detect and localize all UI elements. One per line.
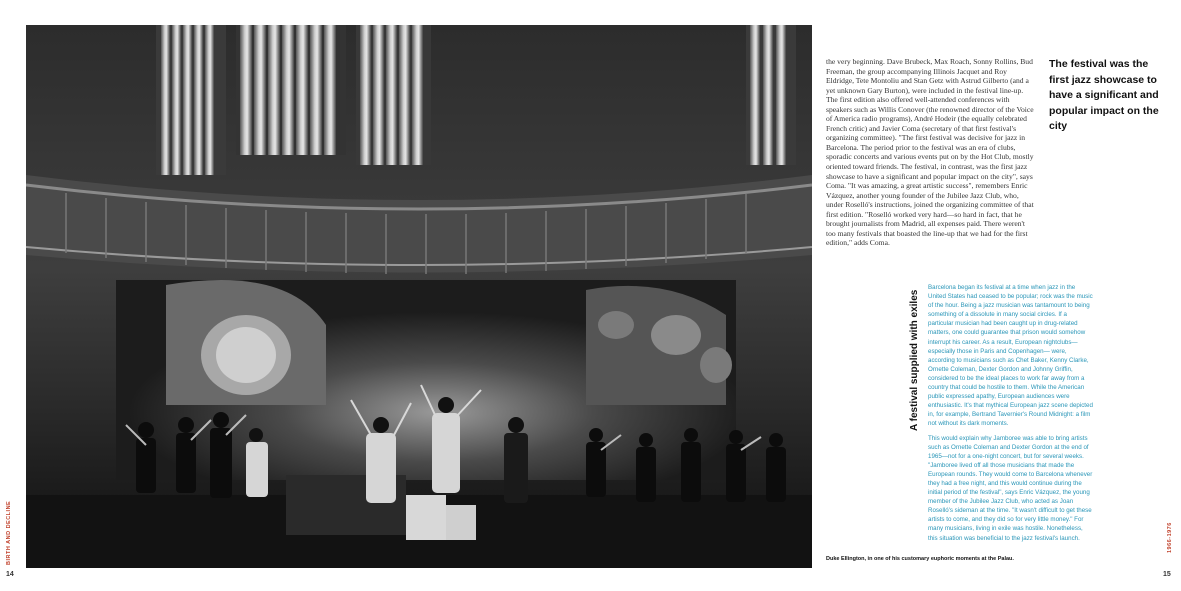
- page-number-right: 15: [1163, 571, 1171, 578]
- pull-quote: The festival was the first jazz showcase to have a significant and popular impact on the city: [1049, 58, 1159, 132]
- article-body: [826, 57, 1034, 248]
- photo-caption: Duke Ellington, in one of his customary euphoric moments at the Palau.: [826, 556, 1014, 562]
- sidebar-box: [928, 283, 1094, 548]
- sidebar-title: A festival supplied with exiles: [909, 289, 920, 431]
- running-section-right: 1966-1976: [1167, 522, 1173, 553]
- page-number-left: 14: [6, 571, 14, 578]
- sidebar-paragraph-1: Barcelona began its festival at a time when jazz in the United States had ceased to be popular; rock was the music of the hour. Being a jazz musician was tantamount to being something of a dissolute in many social circles. If a particular musician had been caught up in drug-related matters, one could guarantee that prison would somehow interrupt his career. As a result, European nightclubs—especially those in Paris and Copenhagen— were, according to musicians such as Chet Baker, Kenny Clarke, Ornette Coleman, Dexter Gordon and Johnny Griffin, considered to be the ideal places to work far away from a country that could be hostile to them. While the American public expressed apathy, European audiences were enthusiastic. It's that mythical European jazz scene depicted in, for example, Bertrand Tavernier's Round Midnight: a film not without its dark moments.: [928, 284, 1093, 428]
- running-section-left: BIRTH AND DECLINE: [6, 500, 12, 565]
- sidebar-paragraph-2: This would explain why Jamboree was able to bring artists such as Ornette Coleman and Dexter Gordon at the end of 1965—not for a one-night concert, but for several weeks. "Jamboree lived off all those musicians that made the European rounds. They would come to Barcelona whenever they had a free night, and this would continue during the initial period of the festival", says Enric Vázquez, the young member of the Jubilee Jazz Club, who acted as Joan Roselló's sideman at the time. "It wasn't difficult to get these artists to come, and they did so for very little money." For many musicians, living in exile was hostile. Nonetheless, this situation was beneficial to the jazz festival's launch.: [928, 434, 1093, 542]
- concert-photo: [26, 25, 812, 568]
- body-paragraph: the very beginning. Dave Brubeck, Max Roach, Sonny Rollins, Bud Freeman, the group accompanying Illinois Jacquet and Roy Eldridge, Tete Montoliu and Stan Getz with Astrud Gilberto (and a yet unknown Gary Burton), were included in the festival line-up. The first edition also offered well-attended conferences with speakers such as Willis Conover (the renowned director of the Voice of America radio programs), André Hodeir (the equally celebrated French critic) and Javier Coma (secretary of that first festival's organizing committee). "The first festival was decisive for jazz in Barcelona. The period prior to the festival was an era of clubs, sporadic concerts and various events put on by the Hot Club, mostly oriented toward friends. The festival, in contrast, was the first jazz showcase to have a significant and popular impact on the city", says Coma. "It was amazing, a great artistic success", remembers Enric Vázquez, another young founder of the Jubilee Jazz Club, who, under Roselló's instructions, joined the organizing committee of that first edition. "Roselló worked very hard—so hard in fact, that he brought journalists from Madrid, all expenses paid. There weren't too many festivals that boasted the line-up that we had for the first edition," adds Coma.: [826, 57, 1034, 248]
